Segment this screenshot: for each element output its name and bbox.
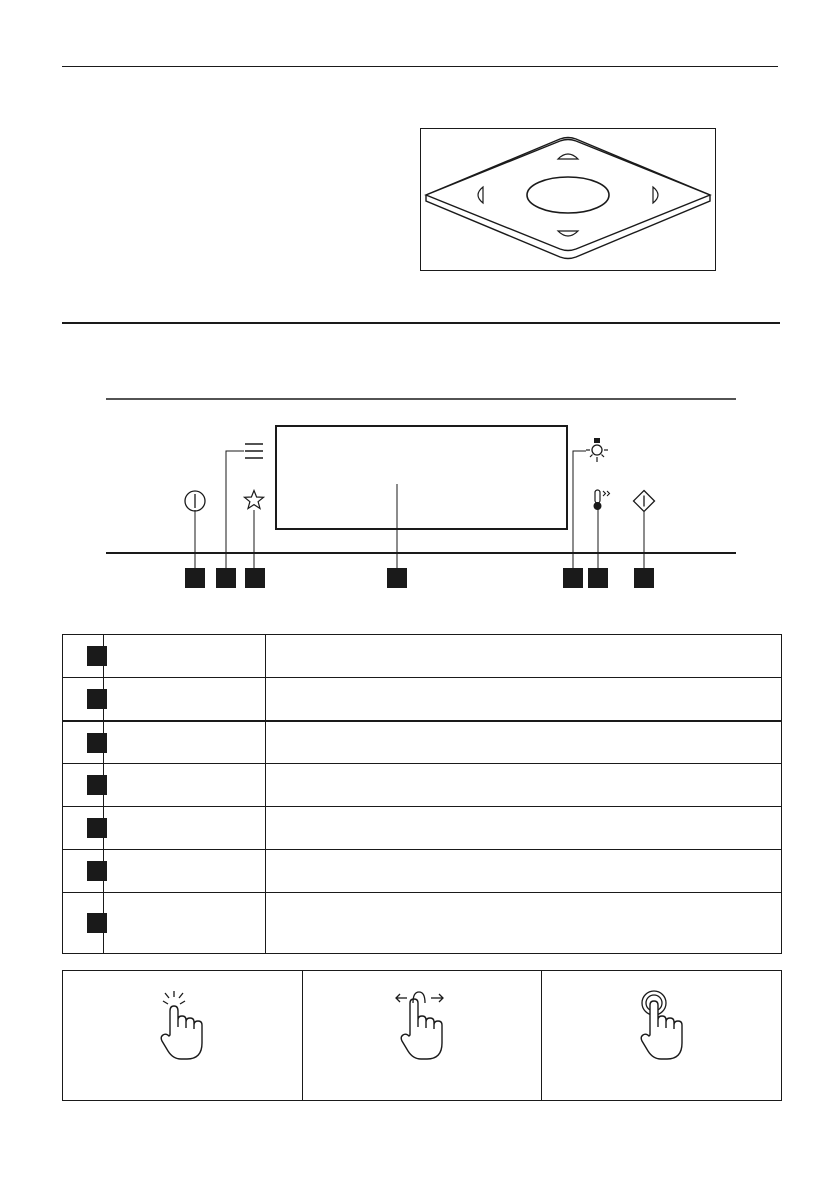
row-number-cell (63, 678, 104, 721)
row-description-cell (266, 764, 782, 807)
row-number-cell (63, 721, 104, 764)
row-description-cell (266, 893, 782, 954)
callout-marker (634, 568, 654, 588)
row-description-cell (266, 807, 782, 850)
row-number-cell (63, 850, 104, 893)
callout-marker (216, 568, 236, 588)
row-name-cell (104, 678, 266, 721)
row-number-cell (63, 893, 104, 954)
row-description-cell (266, 721, 782, 764)
callout-marker (387, 568, 407, 588)
row-number-marker (87, 646, 107, 666)
gesture-tap (63, 971, 302, 1100)
row-number-marker (87, 913, 107, 933)
table-row (63, 635, 782, 678)
menu-icon (244, 441, 264, 461)
callout-marker (245, 568, 265, 588)
table-row (63, 678, 782, 721)
table-row (63, 807, 782, 850)
favourite-star-icon (243, 489, 265, 511)
row-name-cell (104, 893, 266, 954)
row-number-cell (63, 764, 104, 807)
callout-marker (588, 568, 608, 588)
row-number-cell (63, 635, 104, 678)
lamp-icon (585, 437, 609, 463)
gesture-touch-and-hold (541, 971, 781, 1100)
tap-gesture-icon (157, 989, 207, 1061)
table-row (63, 893, 782, 954)
row-description-cell (266, 850, 782, 893)
row-name-cell (104, 635, 266, 678)
row-number-marker (87, 733, 107, 753)
row-description-cell (266, 635, 782, 678)
row-number-marker (87, 689, 107, 709)
row-name-cell (104, 764, 266, 807)
row-number-marker (87, 861, 107, 881)
row-number-cell (63, 807, 104, 850)
row-number-marker (87, 818, 107, 838)
callout-marker (185, 568, 205, 588)
slide-gesture-icon (393, 989, 451, 1061)
touch-and-hold-gesture-icon (637, 989, 687, 1061)
table-row (63, 850, 782, 893)
start-stop-icon (632, 489, 656, 513)
power-icon (183, 489, 207, 513)
table-row (63, 764, 782, 807)
gesture-slide (302, 971, 542, 1100)
row-name-cell (104, 807, 266, 850)
row-number-marker (87, 775, 107, 795)
gestures-box (62, 970, 782, 1101)
row-name-cell (104, 850, 266, 893)
row-name-cell (104, 721, 266, 764)
legend-table (62, 634, 782, 954)
row-description-cell (266, 678, 782, 721)
callout-marker (563, 568, 583, 588)
fast-heat-up-icon (590, 488, 614, 512)
table-row (63, 721, 782, 764)
